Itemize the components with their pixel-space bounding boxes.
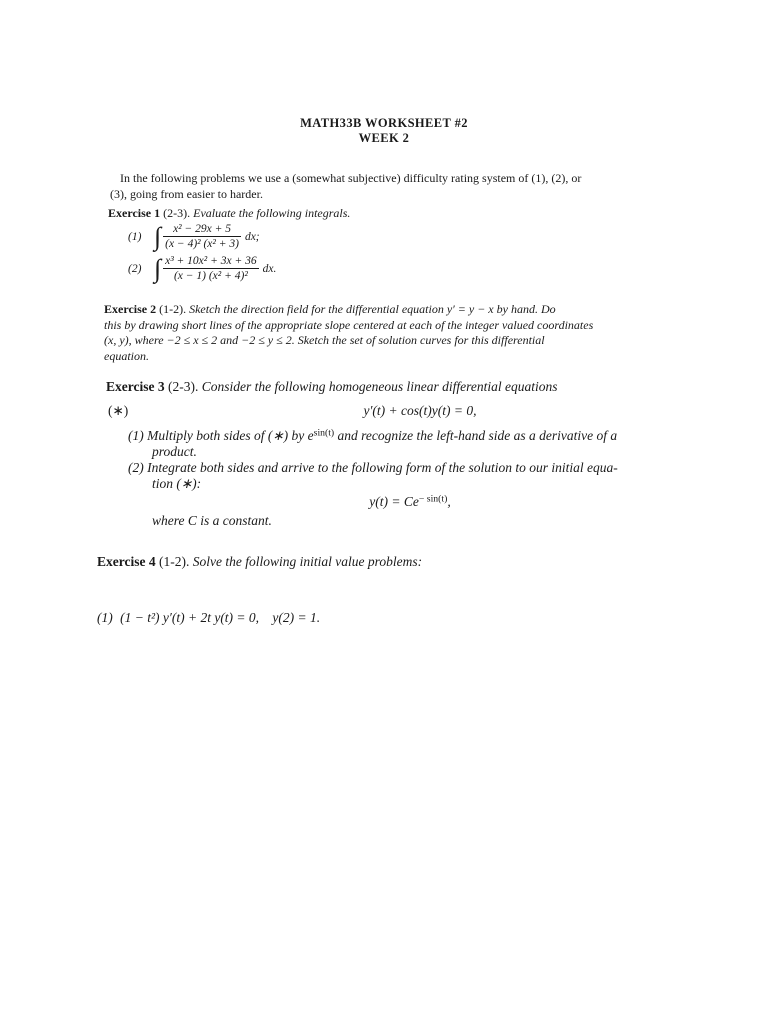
step-1-exponent: sin(t) <box>313 427 335 439</box>
integral-2-differential: dx. <box>262 262 277 275</box>
exercise-1-heading <box>108 206 350 222</box>
integral-sign-icon: ∫ <box>154 221 162 251</box>
exercise-3-rating: (2-3). <box>167 379 199 394</box>
exercise-1-prompt: Evaluate the following integrals. <box>193 206 351 220</box>
exercise-2-label: Exercise 2 <box>104 302 157 316</box>
exercise-2-line-4: equation. <box>104 348 149 363</box>
exercise-4-label: Exercise 4 <box>97 554 156 569</box>
exercise-1-label: Exercise 1 <box>108 206 161 220</box>
step-1-text-b: and recognize the left-hand side as a derivative of a <box>334 428 618 443</box>
integral-2-numerator: x³ + 10x² + 3x + 36 <box>165 255 257 267</box>
step-1-text-a: (1) Multiply both sides of (∗) by e <box>128 428 314 443</box>
equation-star-label: (∗) <box>108 403 129 418</box>
exercise-4-heading <box>97 554 422 570</box>
exercise-2-line-3: (x, y), where −2 ≤ x ≤ 2 and −2 ≤ y ≤ 2. Sketch the set of solution curves for this differential <box>104 333 545 347</box>
exercise-2-line-2: this by drawing short lines of the appropriate slope centered at each of the integer valued coordinates <box>104 317 594 332</box>
exercise-1-integral-2 <box>128 255 276 282</box>
integral-1-fraction <box>163 223 241 250</box>
step-2-text-b: tion (∗): <box>152 476 202 491</box>
integral-2-denominator: (x − 1) (x² + 4)² <box>163 268 259 282</box>
exercise-4-prompt: Solve the following initial value problems: <box>192 554 423 569</box>
intro-paragraph <box>110 171 660 202</box>
exercise-2-rating: (1-2). <box>159 302 187 316</box>
exercise-3-step-1 <box>128 428 716 460</box>
exercise-3-equation: y′(t) + cos(t)y(t) = 0, <box>363 403 477 418</box>
step-2-text-a: (2) Integrate both sides and arrive to the following form of the solution to our initial equa- <box>128 460 618 475</box>
intro-line-2: (3), going from easier to harder. <box>110 186 263 201</box>
integral-1-numerator: x² − 29x + 5 <box>173 223 231 235</box>
exercise-4-item-1 <box>97 610 320 626</box>
exercise-4-item-1-label: (1) <box>97 610 113 625</box>
step-1-text-c: product. <box>152 444 197 459</box>
integral-1-denominator: (x − 4)² (x² + 3) <box>165 238 239 250</box>
solution-base: y(t) = Ce <box>369 494 419 509</box>
exercise-4-item-1-equation: (1 − t²) y′(t) + 2t y(t) = 0, <box>120 610 260 625</box>
worksheet-title: MATH33B WORKSHEET #2 <box>300 116 468 130</box>
exercise-3-solution <box>300 494 520 510</box>
exercise-3-where: where C is a constant. <box>152 513 272 528</box>
integral-2-label: (2) <box>128 262 142 275</box>
solution-tail: , <box>447 494 451 509</box>
solution-exponent: − sin(t) <box>418 493 448 505</box>
worksheet-subtitle: WEEK 2 <box>358 131 410 145</box>
exercise-4-item-1-initial-condition: y(2) = 1. <box>272 610 321 625</box>
exercise-3-step-2 <box>128 460 716 492</box>
integral-1-differential: dx; <box>244 230 260 243</box>
integral-1-label: (1) <box>128 230 142 243</box>
exercise-3-label: Exercise 3 <box>106 379 165 394</box>
exercise-2-paragraph <box>104 302 674 364</box>
integral-sign-icon: ∫ <box>154 253 162 283</box>
integral-2-fraction <box>163 255 259 282</box>
intro-line-1: In the following problems we use a (somewhat subjective) difficulty rating system of (1), (2), or <box>120 171 582 185</box>
exercise-1-integral-1 <box>128 223 260 250</box>
exercise-3-heading <box>106 379 557 395</box>
exercise-3-prompt: Consider the following homogeneous linear differential equations <box>201 379 558 394</box>
exercise-4-rating: (1-2). <box>158 554 190 569</box>
exercise-2-line-1: Sketch the direction field for the differential equation y′ = y − x by hand. Do <box>189 302 556 316</box>
exercise-1-rating: (2-3). <box>163 206 191 220</box>
